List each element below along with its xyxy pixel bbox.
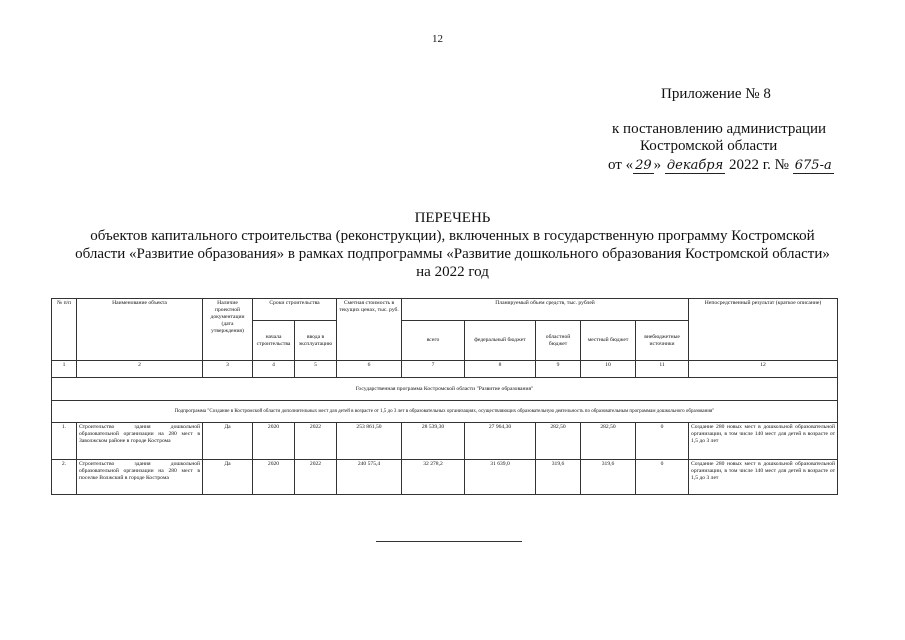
row-result: Создание 280 новых мест в дошкольной образовательной организации, в том числе 140 мест для детей в возрасте от 1,5 до 3 лет — [689, 460, 838, 495]
date-prefix: от « — [608, 157, 634, 173]
resolution-reference-line1: к постановлению администрации — [612, 121, 827, 137]
handwritten-month: декабря — [666, 158, 724, 173]
col-number: 2 — [77, 361, 203, 378]
header-funds: Планируемый объем средств, тыс. рублей — [402, 299, 689, 321]
col-number: 11 — [636, 361, 689, 378]
col-number: 3 — [203, 361, 253, 378]
header-start: начала строительства — [253, 321, 295, 361]
row-no: 1. — [52, 423, 77, 460]
header-cost: Сметная стоимость в текущих ценах, тыс. руб. — [337, 299, 402, 361]
row-regional: 319,6 — [536, 460, 581, 495]
row-cost: 240 575,4 — [337, 460, 402, 495]
header-result: Непосредственный результат (краткое описание) — [689, 299, 838, 361]
row-start: 2020 — [253, 460, 295, 495]
col-number: 5 — [295, 361, 337, 378]
handwritten-day: 29 — [635, 158, 652, 173]
row-end: 2022 — [295, 460, 337, 495]
row-name: Строительство здания дошкольной образовательной организации на 280 мест в Заволжском районе в городе Кострома — [77, 423, 203, 460]
row-cost: 253 861,50 — [337, 423, 402, 460]
program-row: Государственная программа Костромской области "Развитие образования" — [52, 378, 838, 401]
col-number: 6 — [337, 361, 402, 378]
row-local: 282,50 — [581, 423, 636, 460]
header-extra: внебюджетные источники — [636, 321, 689, 361]
resolution-reference-line2: Костромской области — [640, 138, 778, 154]
header-terms: Сроки строительства — [253, 299, 337, 321]
col-number: 1 — [52, 361, 77, 378]
row-regional: 282,50 — [536, 423, 581, 460]
objects-table — [51, 298, 838, 495]
header-no: № п/п — [52, 299, 77, 361]
document-heading: ПЕРЕЧЕНЬ — [414, 210, 491, 226]
row-total: 32 278,2 — [402, 460, 465, 495]
title-line-2: области «Развитие образования» в рамках подпрограммы «Развитие дошкольного образования Костромской области» — [75, 246, 830, 262]
date-year: 2022 г. № — [728, 157, 789, 173]
col-number: 8 — [465, 361, 536, 378]
signature-line — [376, 541, 522, 542]
col-number: 9 — [536, 361, 581, 378]
resolution-date-line — [608, 157, 834, 174]
row-federal: 31 639,0 — [465, 460, 536, 495]
row-docs: Да — [203, 460, 253, 495]
table-row — [52, 460, 838, 495]
col-number: 12 — [689, 361, 838, 378]
header-total: всего — [402, 321, 465, 361]
col-number: 10 — [581, 361, 636, 378]
handwritten-doc-number: 675-а — [794, 158, 832, 173]
header-commission: ввода в эксплуатацию — [295, 321, 337, 361]
header-local: местный бюджет — [581, 321, 636, 361]
appendix-label: Приложение № 8 — [661, 86, 771, 102]
col-number: 7 — [402, 361, 465, 378]
row-end: 2022 — [295, 423, 337, 460]
header-regional: областной бюджет — [536, 321, 581, 361]
row-docs: Да — [203, 423, 253, 460]
row-total: 28 539,30 — [402, 423, 465, 460]
title-line-3: на 2022 год — [416, 264, 489, 280]
page-number: 12 — [432, 33, 443, 45]
row-local: 319,6 — [581, 460, 636, 495]
table-row — [52, 423, 838, 460]
col-number: 4 — [253, 361, 295, 378]
header-docs: Наличие проектной документации (дата утверждения) — [203, 299, 253, 361]
header-federal: федеральный бюджет — [465, 321, 536, 361]
row-extra: 0 — [636, 460, 689, 495]
header-name: Наименование объекта — [77, 299, 203, 361]
row-federal: 27 964,30 — [465, 423, 536, 460]
subprogram-row: Подпрограмма "Создание в Костромской области дополнительных мест для детей в возрасте от 1,5 до 3 лет в образовательных организациях, осуществляющих образовательную деятельность по образовательным программам дошкольного образования" — [52, 401, 838, 423]
row-result: Создание 280 новых мест в дошкольной образовательной организации, в том числе 140 мест для детей в возрасте от 1,5 до 3 лет — [689, 423, 838, 460]
row-extra: 0 — [636, 423, 689, 460]
row-name: Строительство здания дошкольной образовательной организации на 280 мест в поселке Волжский в городе Кострома — [77, 460, 203, 495]
row-no: 2. — [52, 460, 77, 495]
title-line-1: объектов капитального строительства (реконструкции), включенных в государственную программу Костромской — [90, 228, 815, 244]
date-separator: » — [653, 157, 662, 173]
row-start: 2020 — [253, 423, 295, 460]
